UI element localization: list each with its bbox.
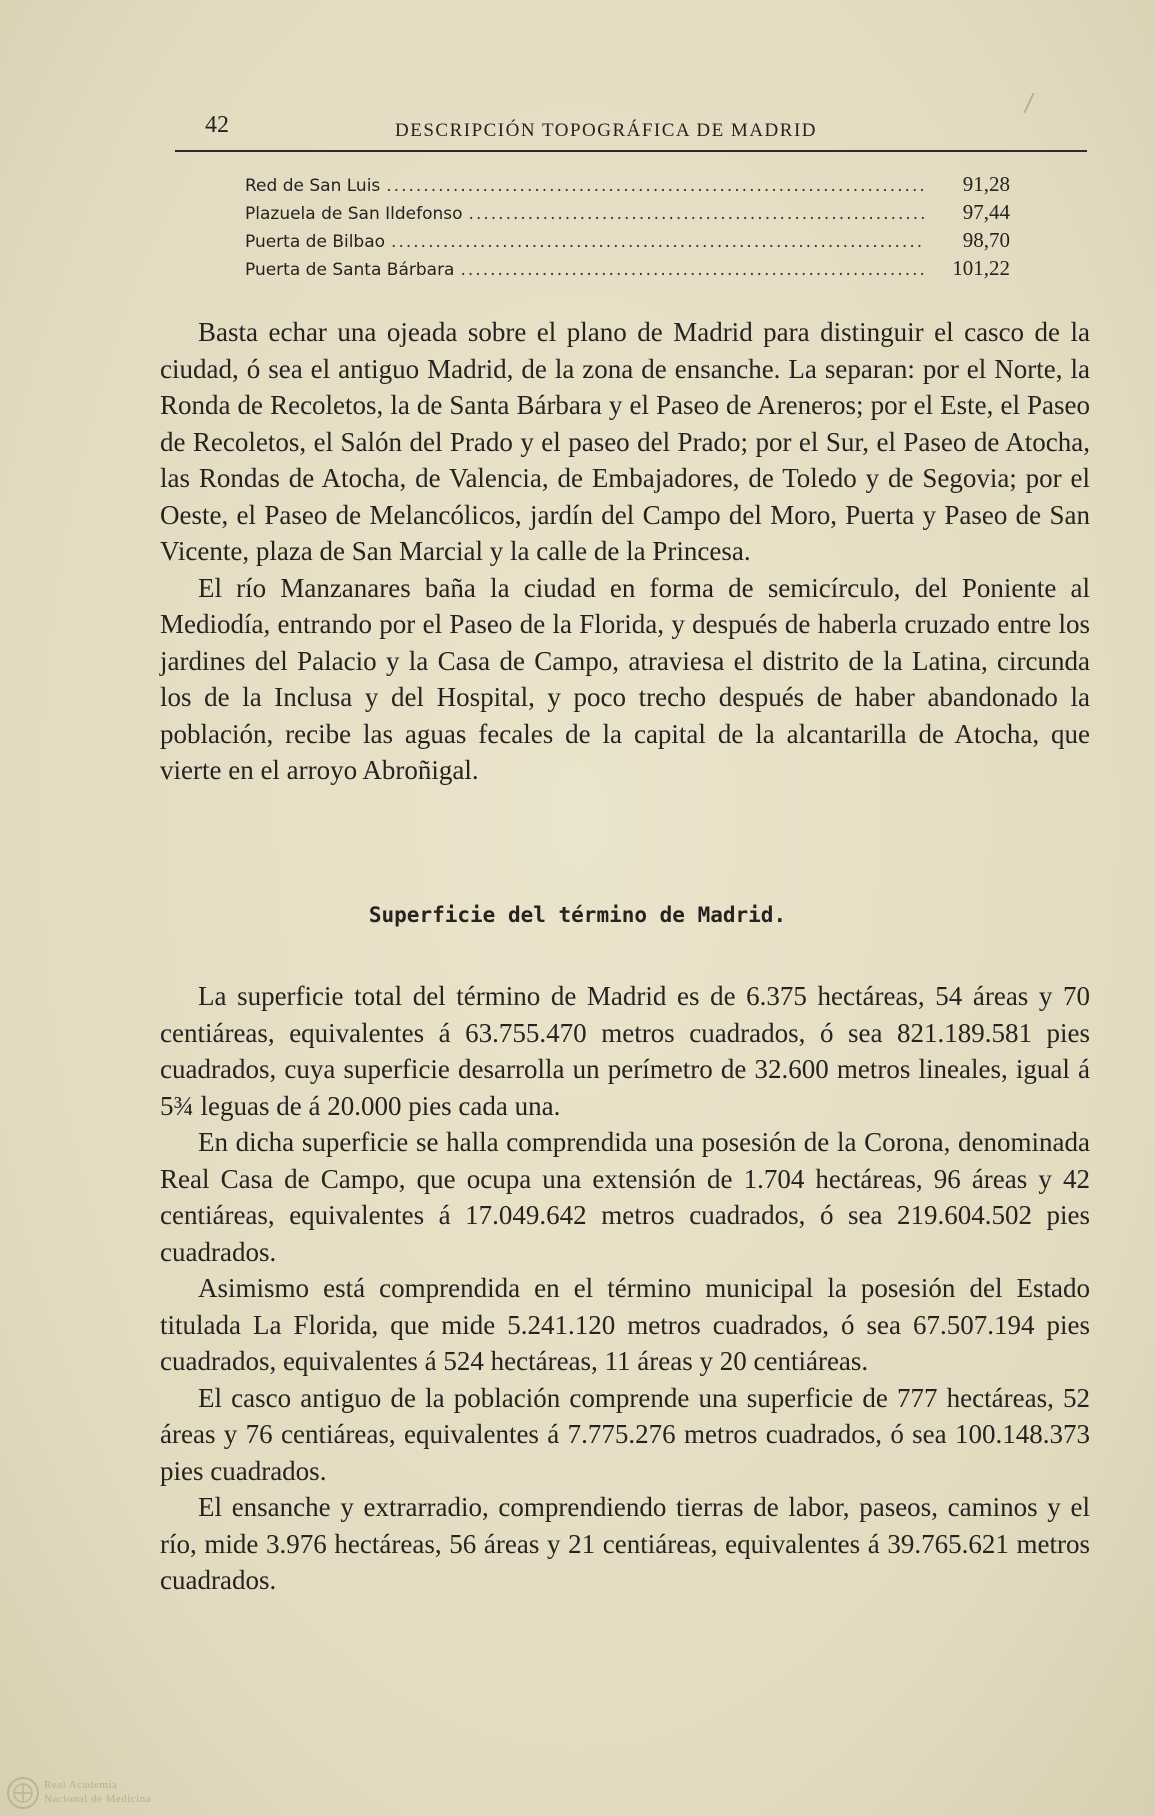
running-title: DESCRIPCIÓN TOPOGRÁFICA DE MADRID <box>395 120 817 141</box>
height-row <box>245 226 1010 254</box>
paragraph: El río Manzanares baña la ciudad en forma de semicírculo, del Poniente al Mediodía, entrando por el Paseo de la Florida, y después de haberla cruzado entre los jardines del Palacio y la Casa de Campo, atraviesa el distrito de la Latina, circunda los de la Inclusa y del Hospital, y poco trecho después de haber abandonado la población, recibe las aguas fecales de la capital de la alcantarilla de Atocha, que vierte en el arroyo Abroñigal. <box>160 572 1090 785</box>
scan-mark <box>1023 93 1034 114</box>
header-rule <box>175 150 1087 152</box>
academy-seal-icon <box>6 1776 40 1810</box>
watermark <box>44 1778 151 1806</box>
height-row <box>245 198 1010 226</box>
section-text <box>160 978 1090 1599</box>
watermark-line: Nacional de Medicina <box>44 1793 152 1805</box>
page-number: 42 <box>205 112 229 138</box>
height-value: 97,44 <box>962 200 1010 224</box>
paragraph: Basta echar una ojeada sobre el plano de Madrid para distinguir el casco de la ciudad, ó sea el antiguo Madrid, de la zona de ensanche. La separan: por el Norte, la Ronda de Recoletos, la de Santa Bárbara y el Paseo de Areneros; por el Este, el Paseo de Recoletos, el Salón del Prado y el paseo del Prado; por el Sur, el Paseo de Atocha, las Rondas de Atocha, de Valencia, de Embajadores, de Toledo y de Segovia; por el Oeste, el Paseo de Melancólicos, jardín del Campo del Moro, Puerta y Paseo de San Vicente, plaza de San Marcial y la calle de la Princesa. <box>160 317 1090 566</box>
section-title: Superficie del término de Madrid. <box>368 903 787 927</box>
height-value: 91,28 <box>962 172 1010 196</box>
paragraph: La superficie total del término de Madrid es de 6.375 hectáreas, 54 áreas y 70 centiáreas, equivalentes á 63.755.470 metros cuadrados, ó sea 821.189.581 pies cuadrados, cuya superficie desarrolla un perímetro de 32.600 metros lineales, igual á 5¾ leguas de á 20.000 pies cada una. <box>160 981 1090 1121</box>
dot-leader <box>460 256 924 284</box>
height-place: Puerta de Bilbao <box>245 232 386 252</box>
height-value: 101,22 <box>952 256 1010 280</box>
height-value: 98,70 <box>962 228 1010 252</box>
dot-leader <box>386 172 924 200</box>
paragraph: En dicha superficie se halla comprendida una posesión de la Corona, denominada Real Casa de Campo, que ocupa una extensión de 1.704 hectáreas, 96 áreas y 42 centiáreas, equivalentes á 17.049.642 metros cuadrados, ó sea 219.604.502 pies cuadrados. <box>160 1127 1090 1267</box>
height-row <box>245 170 1010 198</box>
height-place: Plazuela de San Ildefonso <box>245 204 463 224</box>
paragraph: Asimismo está comprendida en el término municipal la posesión del Estado titulada La Florida, que mide 5.241.120 metros cuadrados, ó sea 67.507.194 pies cuadrados, equivalentes á 524 hectáreas, 11 áreas y 20 centiáreas. <box>160 1273 1090 1376</box>
heights-table <box>245 170 1010 282</box>
paragraph: El casco antiguo de la población comprende una superficie de 777 hectáreas, 52 áreas y 76 centiáreas, equivalentes á 7.775.276 metros cuadrados, ó sea 100.148.373 pies cuadrados. <box>160 1382 1090 1486</box>
height-row <box>245 254 1010 282</box>
height-place: Red de San Luis <box>245 176 381 196</box>
watermark-line: Real Academia <box>44 1779 118 1791</box>
dot-leader <box>469 200 924 228</box>
height-place: Puerta de Santa Bárbara <box>245 260 455 280</box>
dot-leader <box>391 228 924 256</box>
intro-text <box>160 314 1090 789</box>
paragraph: El ensanche y extrarradio, comprendiendo tierras de labor, paseos, caminos y el río, mide 3.976 hectáreas, 56 áreas y 21 centiáreas, equivalentes á 39.765.621 metros cuadrados. <box>160 1492 1090 1595</box>
page-header <box>175 112 1085 152</box>
